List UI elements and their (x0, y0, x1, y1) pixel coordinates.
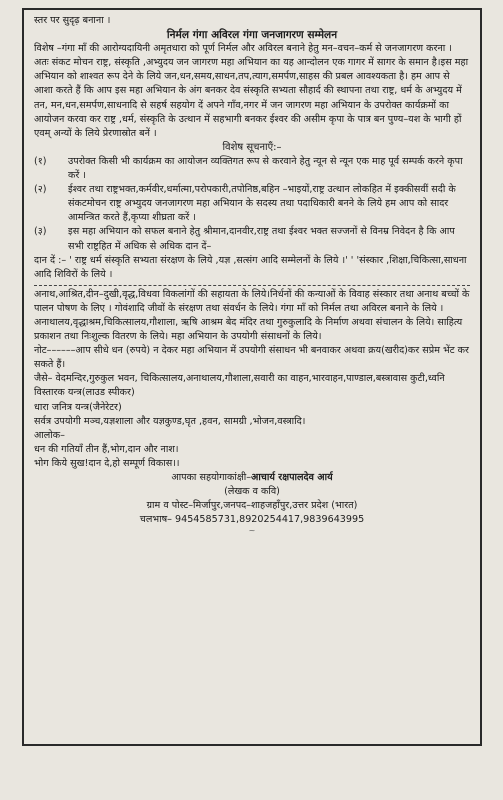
alok-heading: आलोक– (34, 429, 65, 441)
phone-line (34, 513, 470, 527)
note-1-text: उपरोक्त किसी भी कार्यक्रम का आयोजन व्यक्तिगत रूप से करवाने हेतु न्यून से न्यून एक माह पूर्व सम्पर्क करने कृपा करें । (68, 155, 463, 182)
generator-line: धारा जनित्र यन्त्र(जैनेरेटर) (34, 401, 122, 413)
note-1-number: (१) (34, 155, 47, 167)
notes-heading: विशेष सूचनाएँ:– (222, 141, 282, 153)
footer-mark: ~ (248, 526, 256, 536)
address-line: ग्राम व पोस्ट–मिर्जापुर,जनपद–शाहजहाँपुर,उत्तर प्रदेश (भारत) (146, 500, 358, 512)
notice-sheet (22, 8, 482, 746)
appeal-paragraph: अतः संकट मोचन राष्ट्र, संस्कृति ,अभ्युदय जन जागरण महा अभियान का यह आन्दोलन एक गागर में सागर के समान है।इस महा अभियान को शाश्वत रूप देने के लिये जन,धन,समय,साधन,तप,त्याग,समर्पण,साहस की प्रबल आवश्यकता है। हम आप से आशा करते हैं कि आप इस महा अभियान के अंग बनकर देव संस्कृति सभ्यता सौहार्द की स्थापना तथा राष्ट्र, धर्म के अभ्युदय में तन, मन,धन,समर्पण,साधनादि से सहर्ष सहयोग दें अपने गाँव,नगर में जन जागरण महा अभियान के उपरोक्त कार्यक्रमों का आयोजन करवा कर राष्ट्र ,धर्म, संस्कृति के उत्थान में सहभागी बनकर ईश्वर की असीम कृपा के पात्र बन पुण्य–यश के भागी हों एवम् अन्यों के लिये प्रेरणास्रोत बनें । (34, 57, 469, 139)
donation-line: दान दें :– ' राष्ट्र धर्म संस्कृति सभ्यता संरक्षण के लिये ,यज्ञ ,सत्संग आदि सम्मेलनों के लिये ।' ' 'संस्कार ,शिक्षा,चिकित्सा,साधना आदि शिविरों के लिये । (34, 254, 467, 280)
phone-label: चलभाष– (139, 514, 172, 526)
wealth-couplet-2: भोग किये सुख!दान दे,हो सम्पूर्ण विकास।। (34, 457, 180, 469)
phone-numbers: 9454585731,8920254417,9839643995 (175, 514, 365, 526)
vishesh-paragraph: विशेष –गंगा माँ की आरोग्यदायिनी अमृतधारा को पूर्ण निर्मल और अविरल बनाने हेतु मन–वचन–कर्म से जनजागरण करना । (34, 43, 452, 55)
dashed-divider (34, 285, 470, 286)
social-causes-paragraph: अनाथ,आश्रित,दीन–दुखी,वृद्ध,विधवा विकलांगों की सहायता के लिये।निर्धनों की कन्याओं के विवाह संस्कार तथा अनाथ बच्चों के पालन पोषण के लिए । गोवंशादि जीवों के संरक्षण तथा संवर्धन के लिये। गंगा माँ को निर्मल तथा अविरल बनाने के लिये । अनाथालय,वृद्धाश्रम,चिकित्सालय,गौशाला, ऋषि आश्रम बेद मंदिर तथा गुरुकुलादि के निर्माण अथवा संचालन के लिये। साहित्य प्रकाशन तथा निःशुल्क वितरण के लिये। महा अभियान के उपयोगी संसाधनों के लिये। (34, 288, 470, 343)
note-3-text: इस महा अभियान को सफल बनाने हेतु श्रीमान,दानवीर,राष्ट्र तथा ईश्वर भक्त सज्जनों से विनम्र निवेदन है कि आप सभी राष्ट्रहित में अधिक से अधिक दान दें– (68, 226, 455, 252)
note-3 (34, 225, 470, 253)
author-name: आचार्य रक्षपालदेव आर्य (251, 472, 333, 483)
wealth-couplet-1: धन की गतियाँ तीन हैं,भोग,दान और नाश। (34, 443, 179, 455)
note-2-number: (२) (34, 184, 47, 196)
note-2-text: ईश्वर तथा राष्ट्रभक्त,कर्मवीर,धर्मात्मा,परोपकारी,तपोनिष्ठ,बहिन –भाइयों,राष्ट्र उत्थान लोकहित में इक्कीसवीं सदी के संकटमोचन राष्ट्र अभ्युदय जनजागरण महा अभियान के सदस्य तथा पदाधिकारी बनने के लिये हम आप को सादर आमन्त्रित करते हैं,कृप्या शीघ्रता करें । (68, 184, 456, 224)
intro-line: स्तर पर सुदृढ़ बनाना । (34, 15, 111, 26)
conference-title: निर्मल गंगा अविरल गंगा जनजागरण सम्मेलन (166, 29, 338, 42)
cash-note: नोट––––––आप सीधे धन (रुपये) न देकर महा अभियान में उपयोगी संसाधन भी बनवाकर अथवा क्रय(खरीद)कर सप्रेम भेंट कर सकते हैं। (34, 345, 469, 371)
closing-prefix: आपका सहयोगाकांक्षी– (171, 472, 251, 483)
note-3-number: (३) (34, 226, 47, 238)
signature-line (34, 471, 470, 485)
author-role: (लेखक व कवि) (224, 486, 280, 498)
note-2 (34, 183, 470, 225)
useful-items-line: सर्वत्र उपयोगी मञ्च,यज्ञशाला और यज्ञकुण्ड,घृत ,हवन, सामग्री ,भोजन,वस्त्रादि। (34, 415, 306, 427)
note-1 (34, 155, 470, 183)
resources-list: जैसे– वेदमन्दिर,गुरुकुल भवन, चिकित्सालय,अनाथालय,गौशाला,सवारी का वाहन,भारवाहन,पाण्डाल,बस्त्रावास कुटी,ध्वनि विस्तारक यन्त्र(लाउड स्पीकर) (34, 373, 445, 399)
